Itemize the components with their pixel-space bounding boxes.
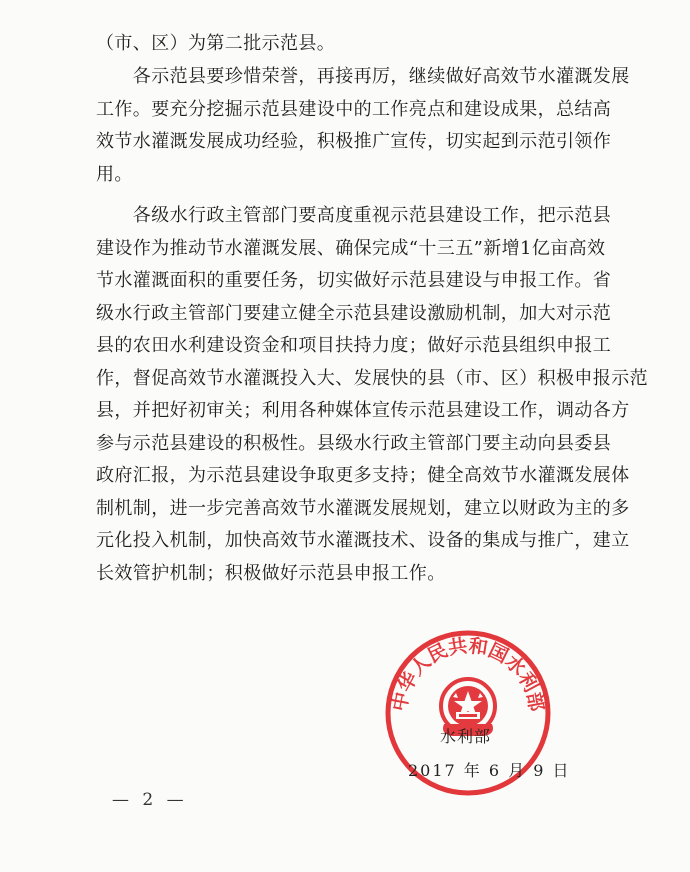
text-line: 参与示范县建设的积极性。县级水行政主管部门要主动向县委县 [96, 432, 612, 454]
paragraph-demonstration-counties [96, 61, 630, 191]
text-line: 用。 [96, 163, 133, 185]
text-line: 建设作为推动节水灌溉发展、确保完成“十三五”新增1亿亩高效 [96, 237, 606, 259]
text-line: （市、区）为第二批示范县。 [96, 33, 336, 54]
page-number: — 2 — [112, 790, 188, 810]
paragraph-water-authorities [96, 200, 648, 590]
text-line: 县，并把好初审关；利用各种媒体宣传示范县建设工作，调动各方 [96, 400, 630, 421]
text-line: 节水灌溉面积的重要任务，切实做好示范县建设与申报工作。省 [96, 270, 612, 291]
text-line: 各级水行政主管部门要高度重视示范县建设工作，把示范县 [96, 205, 612, 226]
paragraph-continuation [96, 28, 604, 61]
text-line: 作，督促高效节水灌溉投入大、发展快的县（市、区）积极申报示范 [96, 367, 648, 389]
text-line: 政府汇报，为示范县建设争取更多支持；健全高效节水灌溉发展体 [96, 465, 630, 486]
text-line: 工作。要充分挖掘示范县建设中的工作亮点和建设成果，总结高 [96, 98, 612, 120]
text-line: 制机制，进一步完善高效节水灌溉发展规划，建立以财政为主的多 [96, 497, 630, 519]
text-line: 县的农田水利建设资金和项目扶持力度；做好示范县组织申报工 [96, 335, 612, 356]
text-line: 元化投入机制，加快高效节水灌溉技术、设备的集成与推广，建立 [96, 530, 630, 551]
text-line: 级水行政主管部门要建立健全示范县建设激励机制，加大对示范 [96, 302, 612, 324]
issue-date: 2017 年 6 月 9 日 [408, 761, 571, 780]
issuer-name: 水利部 [440, 727, 492, 746]
text-line: 效节水灌溉发展成功经验，积极推广宣传，切实起到示范引领作 [96, 131, 612, 152]
text-line: 长效管护机制；积极做好示范县申报工作。 [96, 562, 446, 584]
text-line: 各示范县要珍惜荣誉，再接再厉，继续做好高效节水灌溉发展 [96, 66, 630, 87]
svg-text:中华人民共和国水利部: 中华人民共和国水利部 [388, 634, 548, 714]
